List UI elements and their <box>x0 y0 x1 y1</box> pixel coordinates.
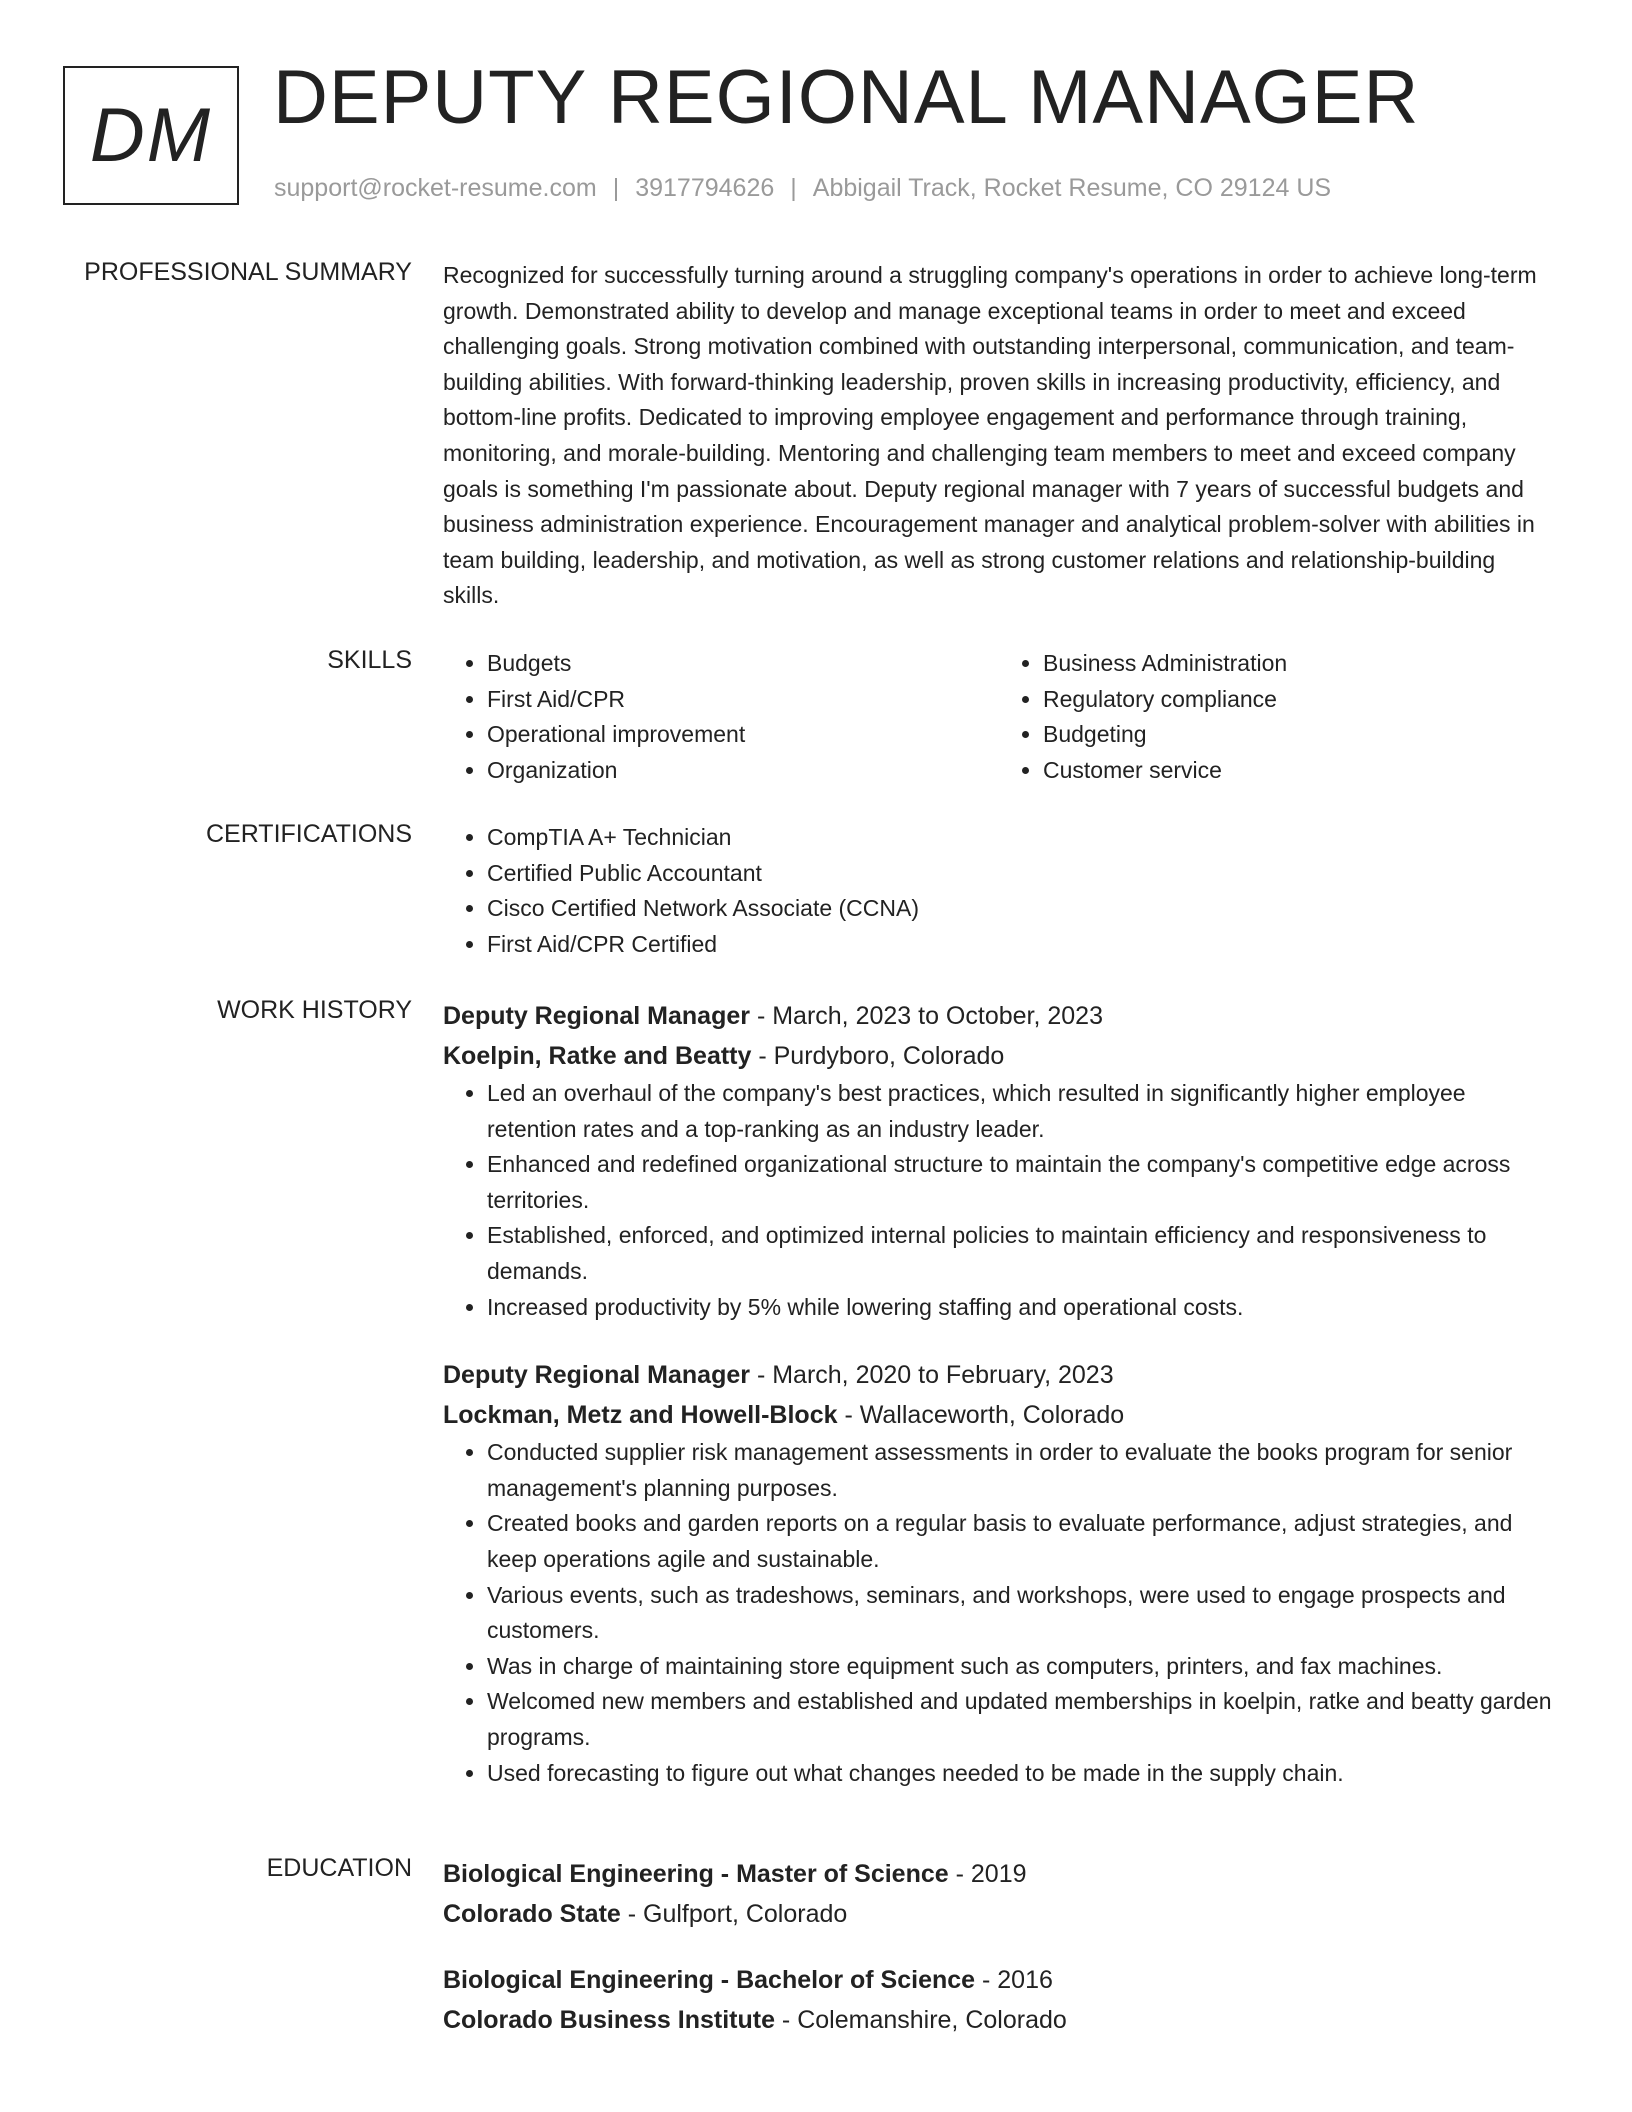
page-title: DEPUTY REGIONAL MANAGER <box>273 55 1420 140</box>
job-bullet: • Established, enforced, and optimized internal policies to maintain efficiency and responsiveness to demands. <box>487 1218 1555 1289</box>
job-company: Koelpin, Ratke and Beatty <box>443 1042 752 1070</box>
education-school-line <box>443 2000 1555 2040</box>
section-label-skills: SKILLS <box>327 646 412 674</box>
contact-line <box>274 174 1331 203</box>
certifications-list <box>443 820 1555 962</box>
skill-item: • First Aid/CPR <box>487 682 999 718</box>
contact-email[interactable]: support@rocket-resume.com <box>274 174 597 202</box>
education-degree-line <box>443 1854 1555 1894</box>
contact-separator: | <box>790 174 797 202</box>
job-bullet: • Led an overhaul of the company's best practices, which resulted in significantly higher employee retention rates and a top-ranking as an industry leader. <box>487 1076 1555 1147</box>
job-title-line <box>443 1355 1555 1395</box>
education-list <box>443 1854 1555 2040</box>
job-location: - Purdyboro, Colorado <box>751 1042 1005 1070</box>
education-school: Colorado Business Institute <box>443 2006 775 2034</box>
education-degree: Biological Engineering - Bachelor of Science <box>443 1966 976 1994</box>
monogram: DM <box>63 66 239 205</box>
job-title-line <box>443 996 1555 1036</box>
job-title: Deputy Regional Manager <box>443 1361 750 1390</box>
certification-item: • Cisco Certified Network Associate (CCNA) <box>487 891 1555 927</box>
section-label-certifications: CERTIFICATIONS <box>205 820 412 848</box>
section-label-summary: PROFESSIONAL SUMMARY <box>84 258 412 286</box>
skill-item: • Customer service <box>1043 753 1555 789</box>
skill-item: • Budgeting <box>1043 717 1555 753</box>
certification-item: • CompTIA A+ Technician <box>487 820 1555 856</box>
job-dates: - March, 2023 to October, 2023 <box>750 1002 1103 1030</box>
contact-address: Abbigail Track, Rocket Resume, CO 29124 US <box>812 174 1332 202</box>
education-year: - 2016 <box>975 1966 1053 1994</box>
job-company-line <box>443 1036 1555 1076</box>
job-location: - Wallaceworth, Colorado <box>837 1401 1125 1430</box>
job-bullet: • Various events, such as tradeshows, seminars, and workshops, were used to engage prospects and customers. <box>487 1578 1555 1649</box>
job-bullet: • Welcomed new members and established and updated memberships in koelpin, ratke and beatty garden programs. <box>487 1684 1555 1755</box>
skill-item: • Regulatory compliance <box>1043 682 1555 718</box>
education-location: - Colemanshire, Colorado <box>774 2006 1067 2034</box>
education-entry <box>443 1854 1555 1934</box>
job-company: Lockman, Metz and Howell-Block <box>443 1401 838 1430</box>
skill-item: • Organization <box>487 753 999 789</box>
education-year: - 2019 <box>948 1860 1027 1888</box>
education-degree: Biological Engineering - Master of Science <box>443 1860 949 1888</box>
skills-list <box>443 646 1555 788</box>
skill-item: • Operational improvement <box>487 717 999 753</box>
summary-text: Recognized for successfully turning around a struggling company's operations in order to achieve long-term growth. Demonstrated ability to develop and manage exceptional teams in order to meet and exceed challenging goals. Strong motivation combined with outstanding interpersonal, communication, and team-building abilities. With forward-thinking leadership, proven skills in increasing productivity, efficiency, and bottom-line profits. Dedicated to improving employee engagement and performance through training, monitoring, and morale-building. Mentoring and challenging team members to meet and exceed company goals is something I'm passionate about. Deputy regional manager with 7 years of successful budgets and business administration experience. Encouragement manager and analytical problem-solver with abilities in team building, leadership, and motivation, as well as strong customer relations and relationship-building skills. <box>443 262 1537 609</box>
job-title: Deputy Regional Manager <box>443 1002 750 1030</box>
contact-separator: | <box>612 174 620 202</box>
job-bullets <box>443 1076 1555 1325</box>
certification-item: • First Aid/CPR Certified <box>487 927 1555 963</box>
section-label-education: EDUCATION <box>266 1854 412 1882</box>
job-bullet: • Used forecasting to figure out what changes needed to be made in the supply chain. <box>487 1756 1555 1792</box>
section-label-work-history: WORK HISTORY <box>217 996 412 1024</box>
job-entry <box>443 1355 1555 1791</box>
skills-column-1 <box>443 646 999 788</box>
education-degree-line <box>443 1960 1555 2000</box>
job-bullet: • Enhanced and redefined organizational structure to maintain the company's competitive edge across territories. <box>487 1147 1555 1218</box>
certification-item: • Certified Public Accountant <box>487 856 1555 892</box>
job-dates: - March, 2020 to February, 2023 <box>750 1361 1114 1390</box>
job-company-line <box>443 1395 1555 1435</box>
work-history-list <box>443 996 1555 1811</box>
education-entry <box>443 1960 1555 2040</box>
job-bullet: • Created books and garden reports on a regular basis to evaluate performance, adjust strategies, and keep operations agile and sustainable. <box>487 1506 1555 1577</box>
education-school-line <box>443 1894 1555 1934</box>
education-school: Colorado State <box>443 1900 621 1928</box>
contact-phone: 3917794626 <box>635 174 775 202</box>
skill-item: • Budgets <box>487 646 999 682</box>
job-bullet: • Was in charge of maintaining store equipment such as computers, printers, and fax machines. <box>487 1649 1555 1685</box>
job-entry <box>443 996 1555 1325</box>
education-location: - Gulfport, Colorado <box>620 1900 848 1928</box>
job-bullet: • Conducted supplier risk management assessments in order to evaluate the books program for senior management's planning purposes. <box>487 1435 1555 1506</box>
job-bullets <box>443 1435 1555 1791</box>
job-bullet: • Increased productivity by 5% while lowering staffing and operational costs. <box>487 1290 1555 1326</box>
skills-column-2 <box>999 646 1555 788</box>
skill-item: • Business Administration <box>1043 646 1555 682</box>
